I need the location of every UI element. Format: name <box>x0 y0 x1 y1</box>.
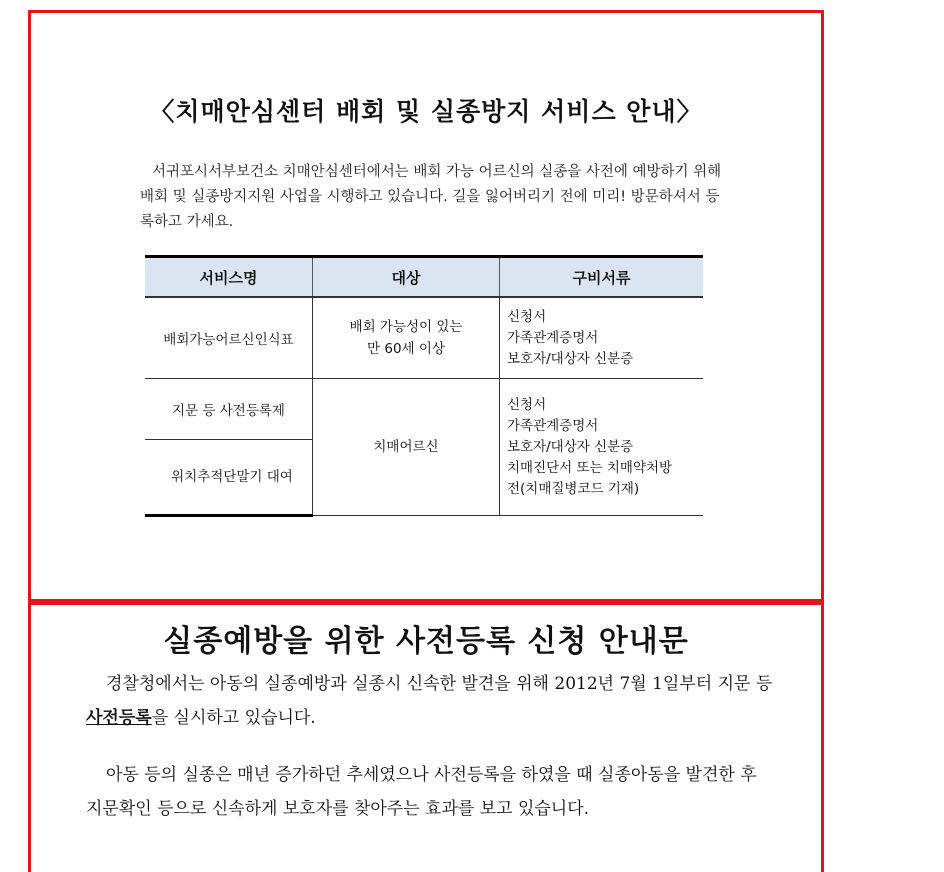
document-item: 보호자/대상자 신분증 <box>507 438 634 455</box>
document-item: 보호자/대상자 신분증 <box>507 350 634 367</box>
document-item: 전(치매질병코드 기재) <box>507 480 640 497</box>
pre-registration-emphasis: 사전등록 <box>86 708 152 728</box>
header-target: 대상 <box>313 257 500 298</box>
para1-text: 경찰청에서는 아동의 실종예방과 실종시 신속한 발견을 위해 2012년 7월 1일부터 지문 등 <box>106 674 773 694</box>
section2-paragraph-2: 아동 등의 실종은 매년 증가하던 추세였으나 사전등록을 하였을 때 실종아동을 발견한 후 지문확인 등으로 신속하게 보호자를 찾아주는 효과를 보고 있습니다. <box>86 765 757 819</box>
service-name: 위치추적단말기 대여 <box>145 440 313 516</box>
document-item: 신청서 <box>507 308 547 325</box>
target-line: 만 60세 이상 <box>367 341 445 357</box>
service-name: 배회가능어르신인식표 <box>145 297 313 379</box>
service-target <box>313 297 500 379</box>
service-table <box>145 255 703 517</box>
document-item: 신청서 <box>507 396 547 413</box>
service-documents <box>500 297 704 379</box>
section1-title: 〈치매안심센터 배회 및 실종방지 서비스 안내〉 <box>149 97 703 126</box>
service-name: 지문 등 사전등록제 <box>145 379 313 440</box>
para1-text-end: 을 실시하고 있습니다. <box>151 708 316 728</box>
section2-paragraph-1 <box>86 667 776 735</box>
header-service: 서비스명 <box>145 257 313 298</box>
document-item: 가족관계증명서 <box>507 417 599 434</box>
table-row <box>145 297 703 379</box>
service-documents <box>500 379 704 516</box>
table-row <box>145 379 703 440</box>
target-line: 배회 가능성이 있는 <box>349 319 463 335</box>
section1-intro: 서귀포시서부보건소 치매안심센터에서는 배회 가능 어르신의 실종을 사전에 예방하기 위해 배회 및 실종방지지원 사업을 시행하고 있습니다. 길을 잃어버리기 전에 미리! 방문하셔서 등록하고 가세요. <box>140 164 722 230</box>
table-header-row <box>145 257 703 298</box>
section2-title: 실종예방을 위한 사전등록 신청 안내문 <box>163 624 689 659</box>
header-documents: 구비서류 <box>500 257 704 298</box>
document-item: 치매진단서 또는 치매약처방 <box>507 459 673 476</box>
service-target: 치매어르신 <box>313 379 500 516</box>
document-item: 가족관계증명서 <box>507 329 599 346</box>
